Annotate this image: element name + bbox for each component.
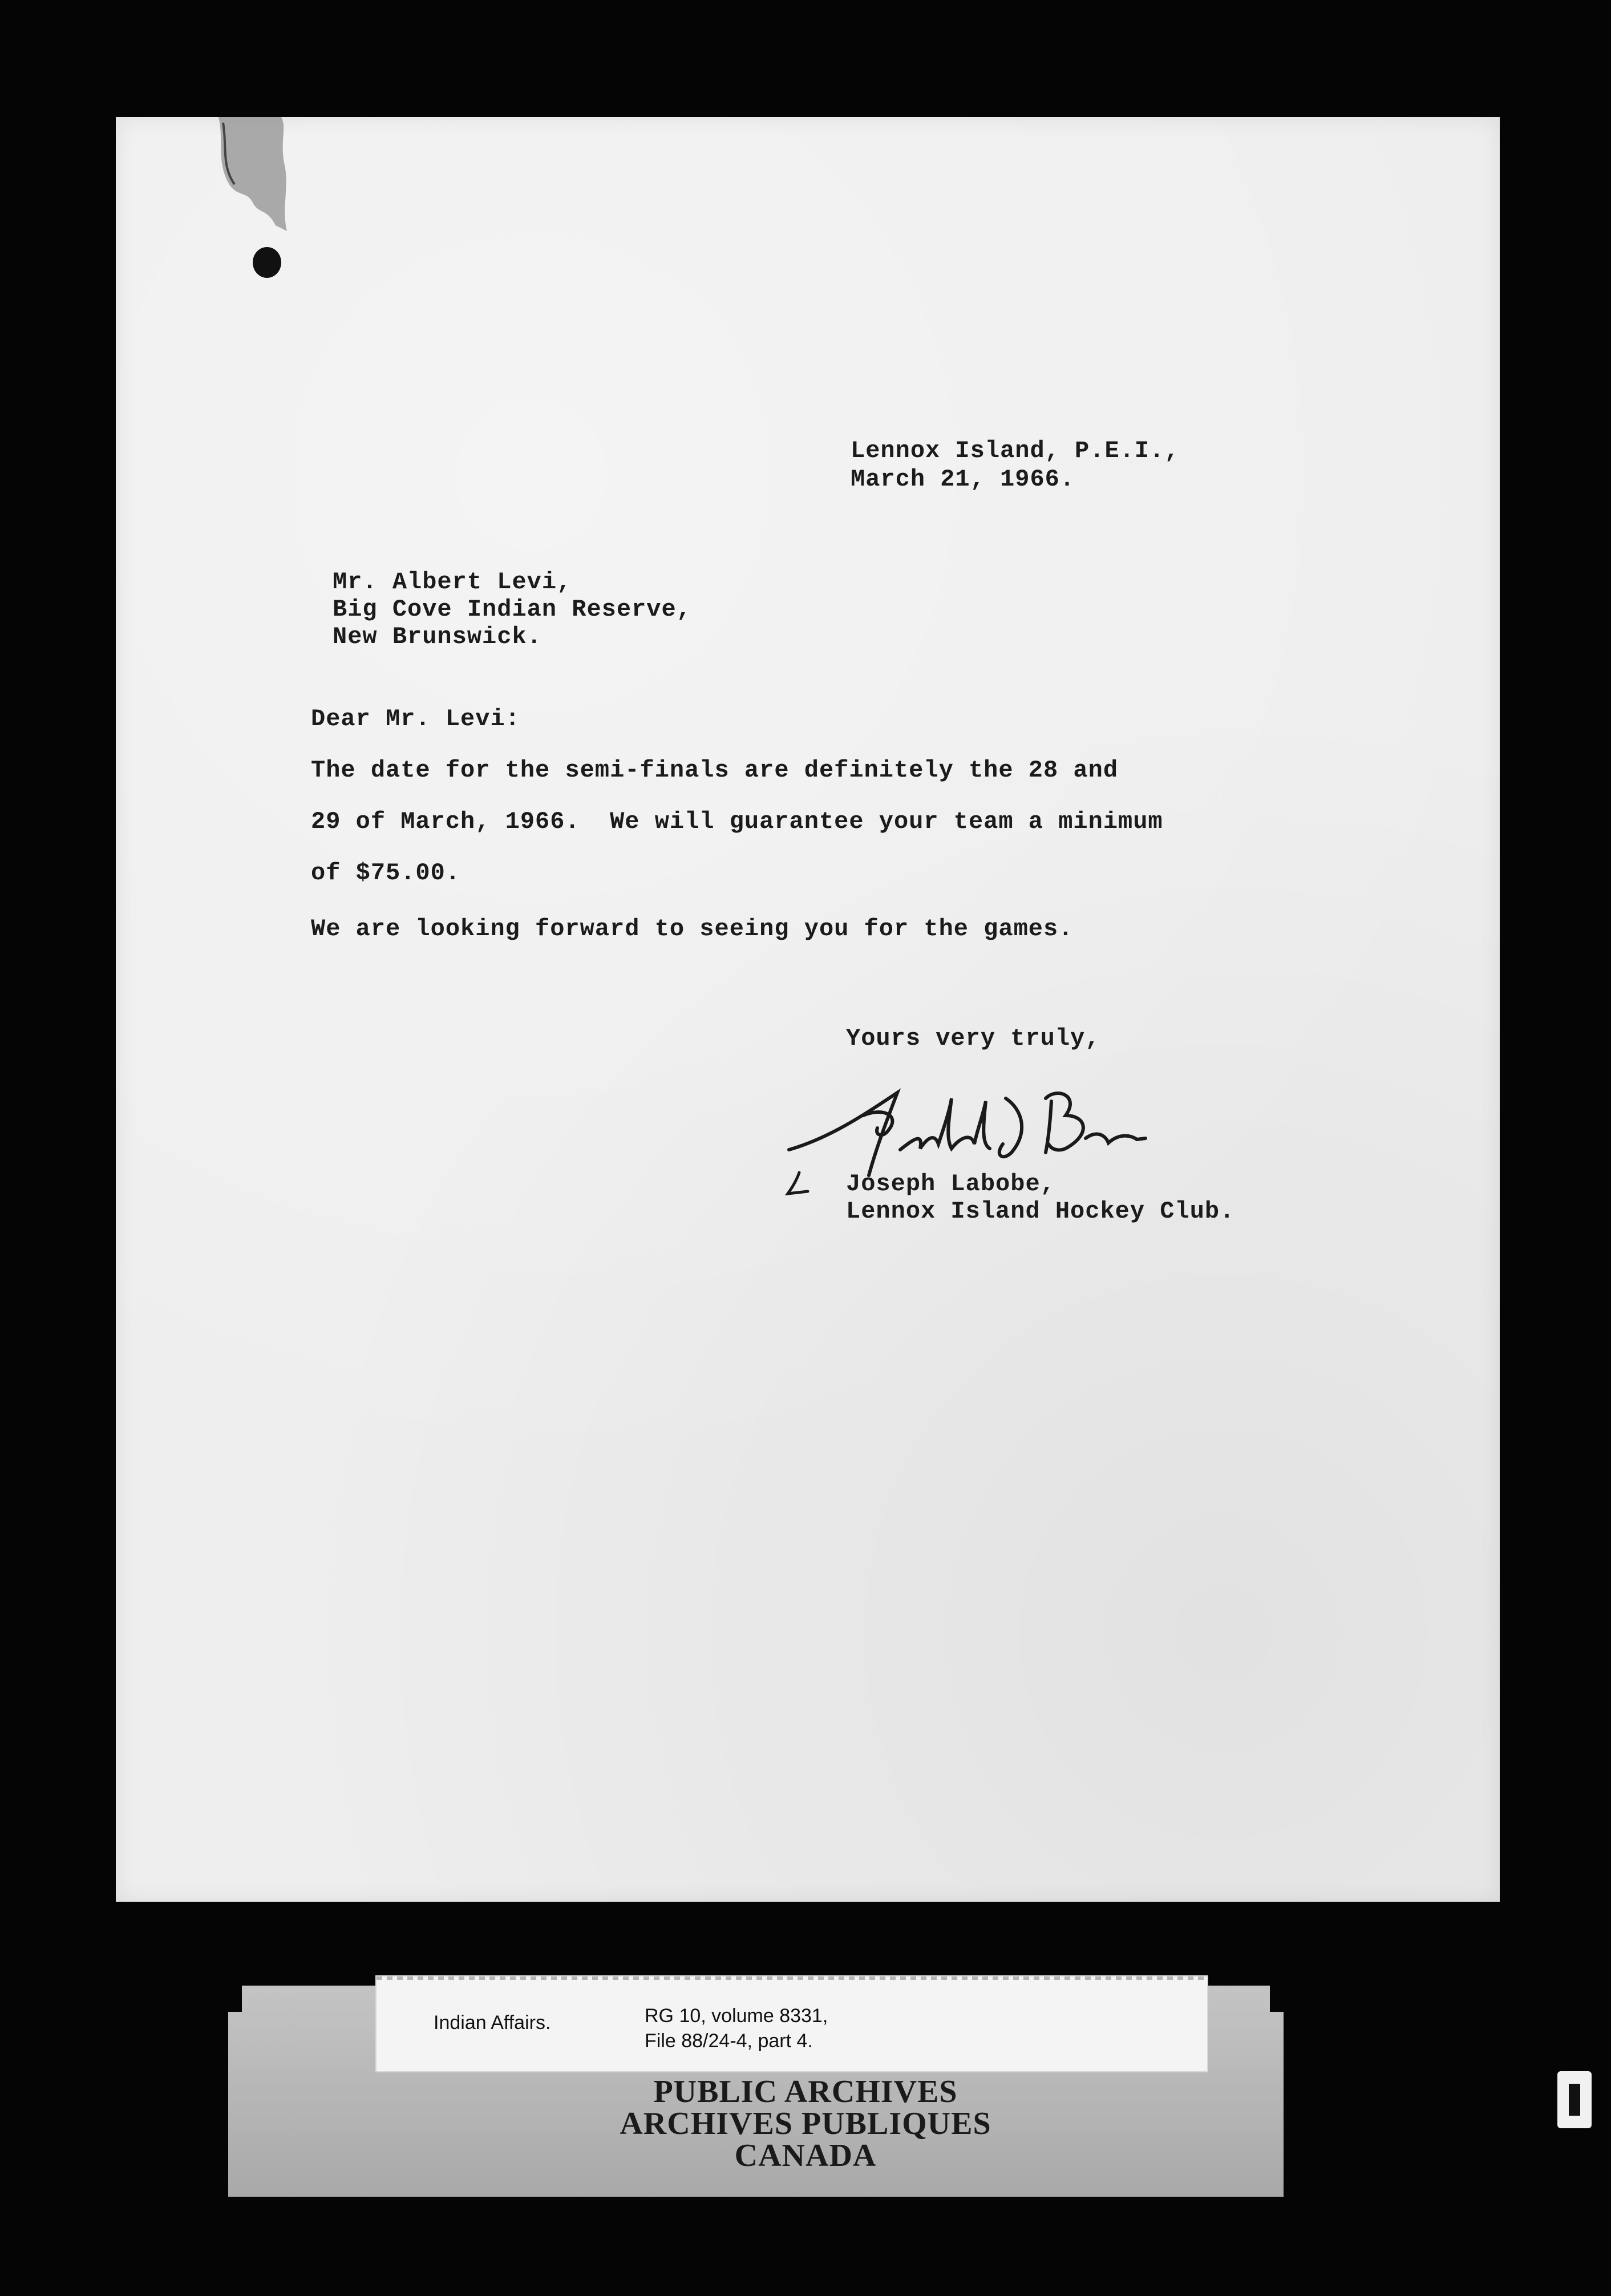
signer-name: Joseph Labobe, (846, 1170, 1055, 1198)
torn-corner-mark (213, 117, 293, 231)
stamp-line-2: ARCHIVES PUBLIQUES (620, 2106, 991, 2141)
stamp-line-1: PUBLIC ARCHIVES (653, 2074, 958, 2109)
recipient-address-line1: Big Cove Indian Reserve, (333, 596, 691, 623)
label-agency: Indian Affairs. (434, 2012, 551, 2034)
label-top-edge (377, 1976, 1207, 1980)
salutation: Dear Mr. Levi: (311, 705, 520, 733)
punch-hole (253, 247, 281, 278)
body-line-1: The date for the semi-finals are definitely the 28 and (311, 757, 1119, 784)
letter-page (116, 117, 1500, 1902)
recipient-address-line2: New Brunswick. (333, 623, 542, 650)
film-edge-tab (1557, 2071, 1592, 2128)
body-line-3: of $75.00. (311, 859, 461, 887)
recipient-name: Mr. Albert Levi, (333, 568, 572, 596)
closing: Yours very truly, (846, 1025, 1100, 1052)
stamp-line-3: CANADA (734, 2138, 877, 2173)
signer-organization: Lennox Island Hockey Club. (846, 1198, 1235, 1225)
archive-reference-label (375, 1975, 1208, 2072)
letter-place: Lennox Island, P.E.I., (851, 437, 1180, 464)
body-line-2: 29 of March, 1966. We will guarantee your team a minimum (311, 808, 1163, 835)
label-reference-line2: File 88/24-4, part 4. (645, 2030, 813, 2052)
letter-date: March 21, 1966. (851, 466, 1075, 493)
body-line-4: We are looking forward to seeing you for the games. (311, 915, 1074, 943)
label-reference-line1: RG 10, volume 8331, (645, 2005, 828, 2027)
slip-notch-right (1270, 1986, 1284, 2012)
slip-notch-left (228, 1986, 242, 2012)
signature-mark (782, 1170, 816, 1198)
